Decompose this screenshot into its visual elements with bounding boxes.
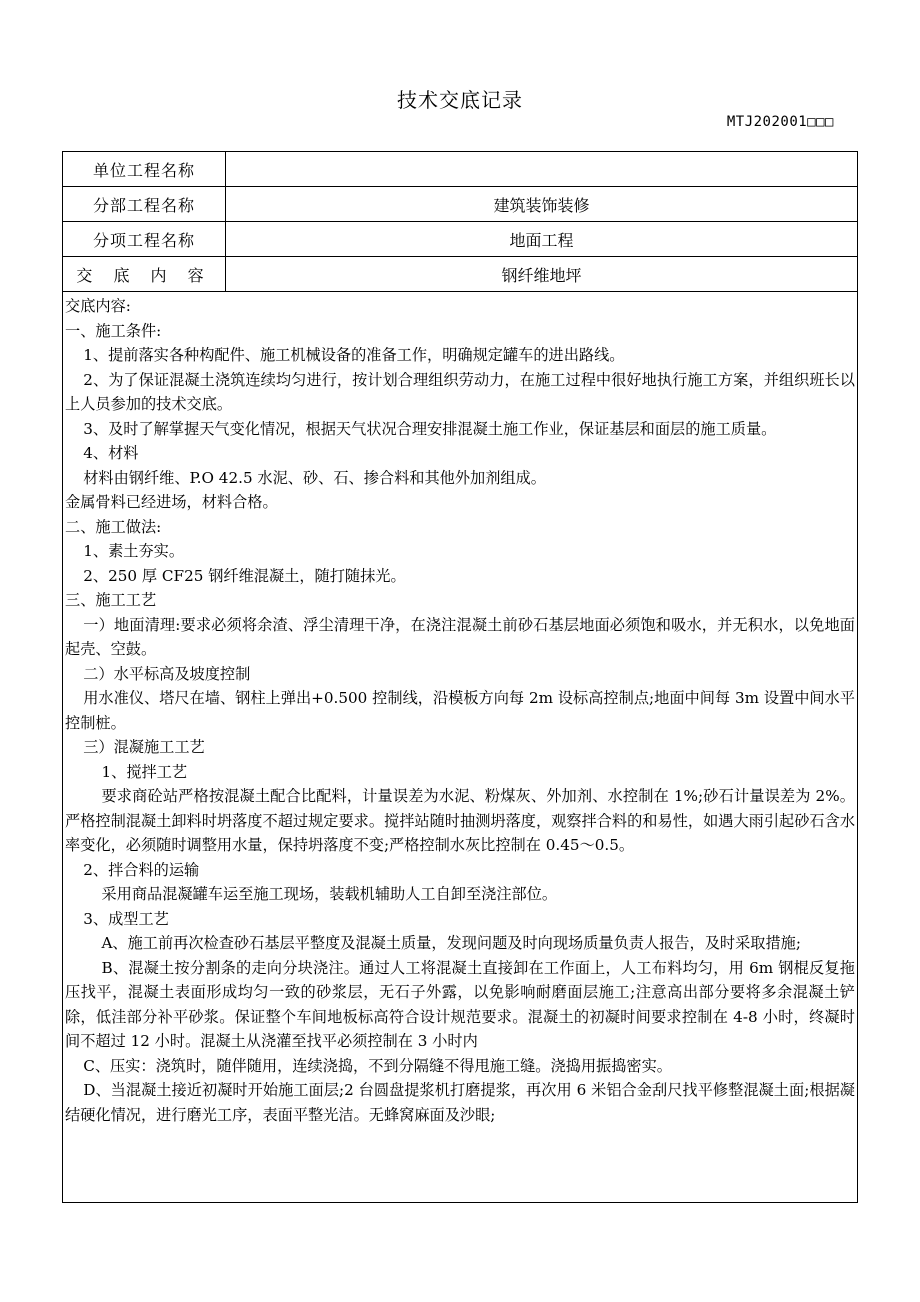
content-line: 2、250 厚 CF25 钢纤维混凝土，随打随抹光。 xyxy=(83,566,406,585)
content-line: 1、搅拌工艺 xyxy=(101,762,188,781)
content-line: 要求商砼站严格按混凝土配合比配料，计量误差为水泥、粉煤灰、外加剂、水控制在 1%;砂石计量误差为 2%。严格控制混凝土卸料时坍落度不超过规定要求。搅拌站随时抽测坍落度，观察拌合料的和易性，如遇大雨引起砂石含水率变化，必须随时调整用水量，保持坍落度不变;严格控制水灰比控制在 0.45～0.5。 xyxy=(65,787,855,854)
content-line: D、当混凝土接近初凝时开始施工面层;2 台圆盘提浆机打磨提浆，再次用 6 米铝合金刮尺找平修整混凝土面;根据凝结硬化情况，进行磨光工序，表面平整光洁。无蜂窝麻面及沙眼; xyxy=(65,1081,855,1124)
content-line: 4、材料 xyxy=(83,444,139,462)
table-row-briefing-content xyxy=(63,257,858,292)
table-row-subitem-project xyxy=(63,222,858,257)
division-project-label: 分部工程名称 xyxy=(63,187,226,222)
document-title: 技术交底记录 xyxy=(397,88,523,112)
content-line: 三）混凝施工工艺 xyxy=(83,738,205,756)
content-line: 2、拌合料的运输 xyxy=(83,860,200,879)
table-row-unit-project xyxy=(63,152,858,187)
content-line: 金属骨料已经进场，材料合格。 xyxy=(65,493,278,511)
content-line: 1、提前落实各种构配件、施工机械设备的准备工作，明确规定罐车的进出路线。 xyxy=(83,346,625,364)
content-line: 3、成型工艺 xyxy=(83,909,169,928)
unit-project-label: 单位工程名称 xyxy=(63,152,226,187)
content-line: 三、施工工艺 xyxy=(65,591,157,609)
subitem-project-label: 分项工程名称 xyxy=(63,222,226,257)
content-line: 二、施工做法: xyxy=(65,517,162,536)
content-line: 2、为了保证混凝土浇筑连续均匀进行，按计划合理组织劳动力，在施工过程中很好地执行施工方案，并组织班长以上人员参加的技术交底。 xyxy=(65,370,855,413)
content-line: 采用商品混凝罐车运至施工现场，装载机辅助人工自卸至浇注部位。 xyxy=(101,885,558,903)
content-line: 3、及时了解掌握天气变化情况，根据天气状况合理安排混凝土施工作业，保证基层和面层的施工质量。 xyxy=(83,419,777,438)
content-line: C、压实：浇筑时，随伴随用，连续浇捣，不到分隔缝不得甩施工缝。浇捣用振捣密实。 xyxy=(83,1056,672,1075)
content-line: 用水准仪、塔尺在墙、钢柱上弹出+0.500 控制线，沿模板方向每 2m 设标高控制点;地面中间每 3m 设置中间水平控制桩。 xyxy=(65,689,855,732)
division-project-value: 建筑装饰装修 xyxy=(226,187,858,222)
document-code: MTJ202001□□□ xyxy=(726,114,834,130)
subitem-project-value: 地面工程 xyxy=(226,222,858,257)
content-line: 二）水平标高及坡度控制 xyxy=(83,664,251,683)
content-line: 材料由钢纤维、P.O 42.5 水泥、砂、石、掺合料和其他外加剂组成。 xyxy=(83,468,546,487)
content-line: A、施工前再次检查砂石基层平整度及混凝土质量，发现问题及时向现场质量负责人报告，及时采取措施; xyxy=(101,934,801,952)
record-table xyxy=(62,151,858,1203)
unit-project-value xyxy=(226,152,858,187)
content-line: 一、施工条件: xyxy=(65,321,162,340)
content-body xyxy=(63,292,858,1203)
briefing-content-label: 交 底 内 容 xyxy=(63,257,226,292)
table-row-content-body xyxy=(63,292,858,1203)
content-line: B、混凝土按分割条的走向分块浇注。通过人工将混凝土直接卸在工作面上，人工布料均匀，用 6m 钢棍反复拖压找平，混凝土表面形成均匀一致的砂浆层，无石子外露，以免影响耐磨面层施工;注意高出部分要将多余混凝土铲除，低洼部分补平砂浆。保证整个车间地板标高符合设计规范要求。混凝土的初凝时间要求控制在 4-8 小时，终凝时间不超过 12 小时。混凝土从浇灌至找平必须控制在 3 小时内 xyxy=(65,958,855,1050)
content-line: 交底内容: xyxy=(65,297,131,315)
content-line: 1、素土夯实。 xyxy=(83,542,185,560)
content-line: 一）地面清理:要求必须将余渣、浮尘清理干净，在浇注混凝土前砂石基层地面必须饱和吸水，并无积水，以免地面起壳、空鼓。 xyxy=(65,615,855,658)
briefing-content-value: 钢纤维地坪 xyxy=(226,257,858,292)
table-row-division-project xyxy=(63,187,858,222)
